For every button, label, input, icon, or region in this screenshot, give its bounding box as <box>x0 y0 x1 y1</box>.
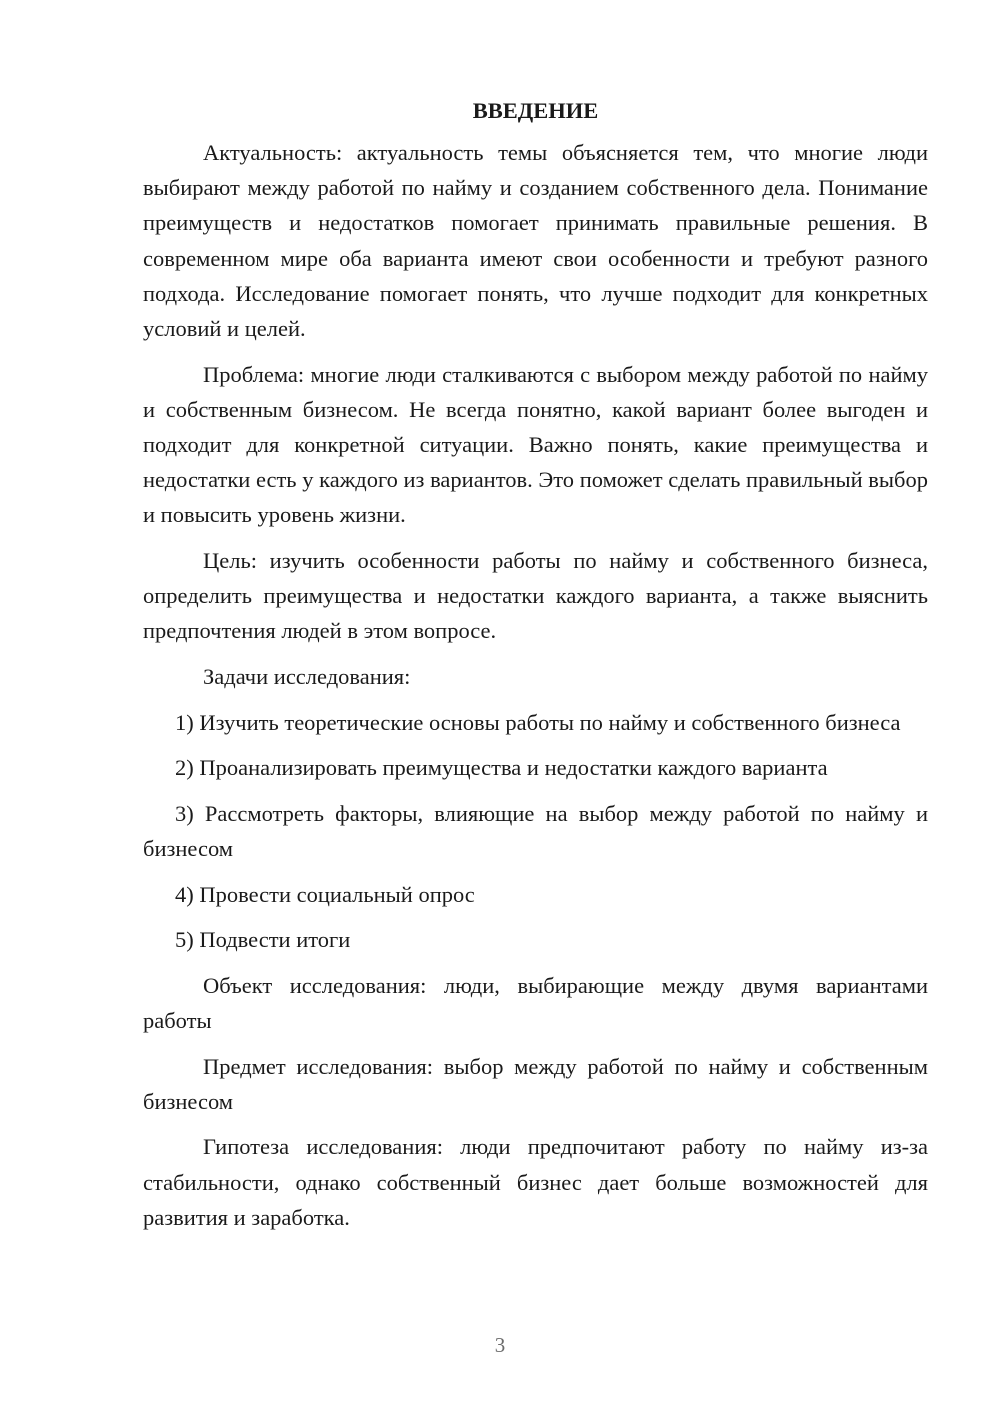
problem-paragraph: Проблема: многие люди сталкиваются с выбором между работой по найму и собственным бизнесом. Не всегда понятно, какой вариант более выгоден и подходит для конкретной ситуации. Важно понять, какие преимущества и недостатки есть у каждого из вариантов. Это поможет сделать правильный выбор и повысить уровень жизни. <box>143 361 928 528</box>
task-item-3: 3) Рассмотреть факторы, влияющие на выбор между работой по найму и бизнесом <box>143 800 928 861</box>
page-number: 3 <box>494 1333 506 1357</box>
relevance-paragraph: Актуальность: актуальность темы объясняется тем, что многие люди выбирают между работой по найму и созданием собственного дела. Понимание преимуществ и недостатков помогает принимать правильные решения. В современном мире оба варианта имеют свои особенности и требуют разного подхода. Исследование помогает понять, что лучше подходит для конкретных условий и целей. <box>143 140 928 342</box>
task-item-5: 5) Подвести итоги <box>175 927 351 953</box>
object-paragraph: Объект исследования: люди, выбирающие между двумя вариантами работы <box>143 972 928 1033</box>
task-item-2: 2) Проанализировать преимущества и недостатки каждого варианта <box>175 755 828 781</box>
task-item-1: 1) Изучить теоретические основы работы по найму и собственного бизнеса <box>175 709 901 735</box>
section-title: ВВЕДЕНИЕ <box>472 98 599 123</box>
subject-paragraph: Предмет исследования: выбор между работой по найму и собственным бизнесом <box>143 1053 928 1114</box>
tasks-list <box>143 705 928 958</box>
goal-paragraph: Цель: изучить особенности работы по найму и собственного бизнеса, определить преимущества и недостатки каждого варианта, а также выяснить предпочтения людей в этом вопросе. <box>143 548 928 644</box>
tasks-heading: Задачи исследования: <box>203 664 411 690</box>
hypothesis-paragraph: Гипотеза исследования: люди предпочитают работу по найму из-за стабильности, однако собственный бизнес дает больше возможностей для развития и заработка. <box>143 1134 928 1230</box>
document-page <box>143 92 928 1245</box>
task-item-4: 4) Провести социальный опрос <box>175 881 475 907</box>
